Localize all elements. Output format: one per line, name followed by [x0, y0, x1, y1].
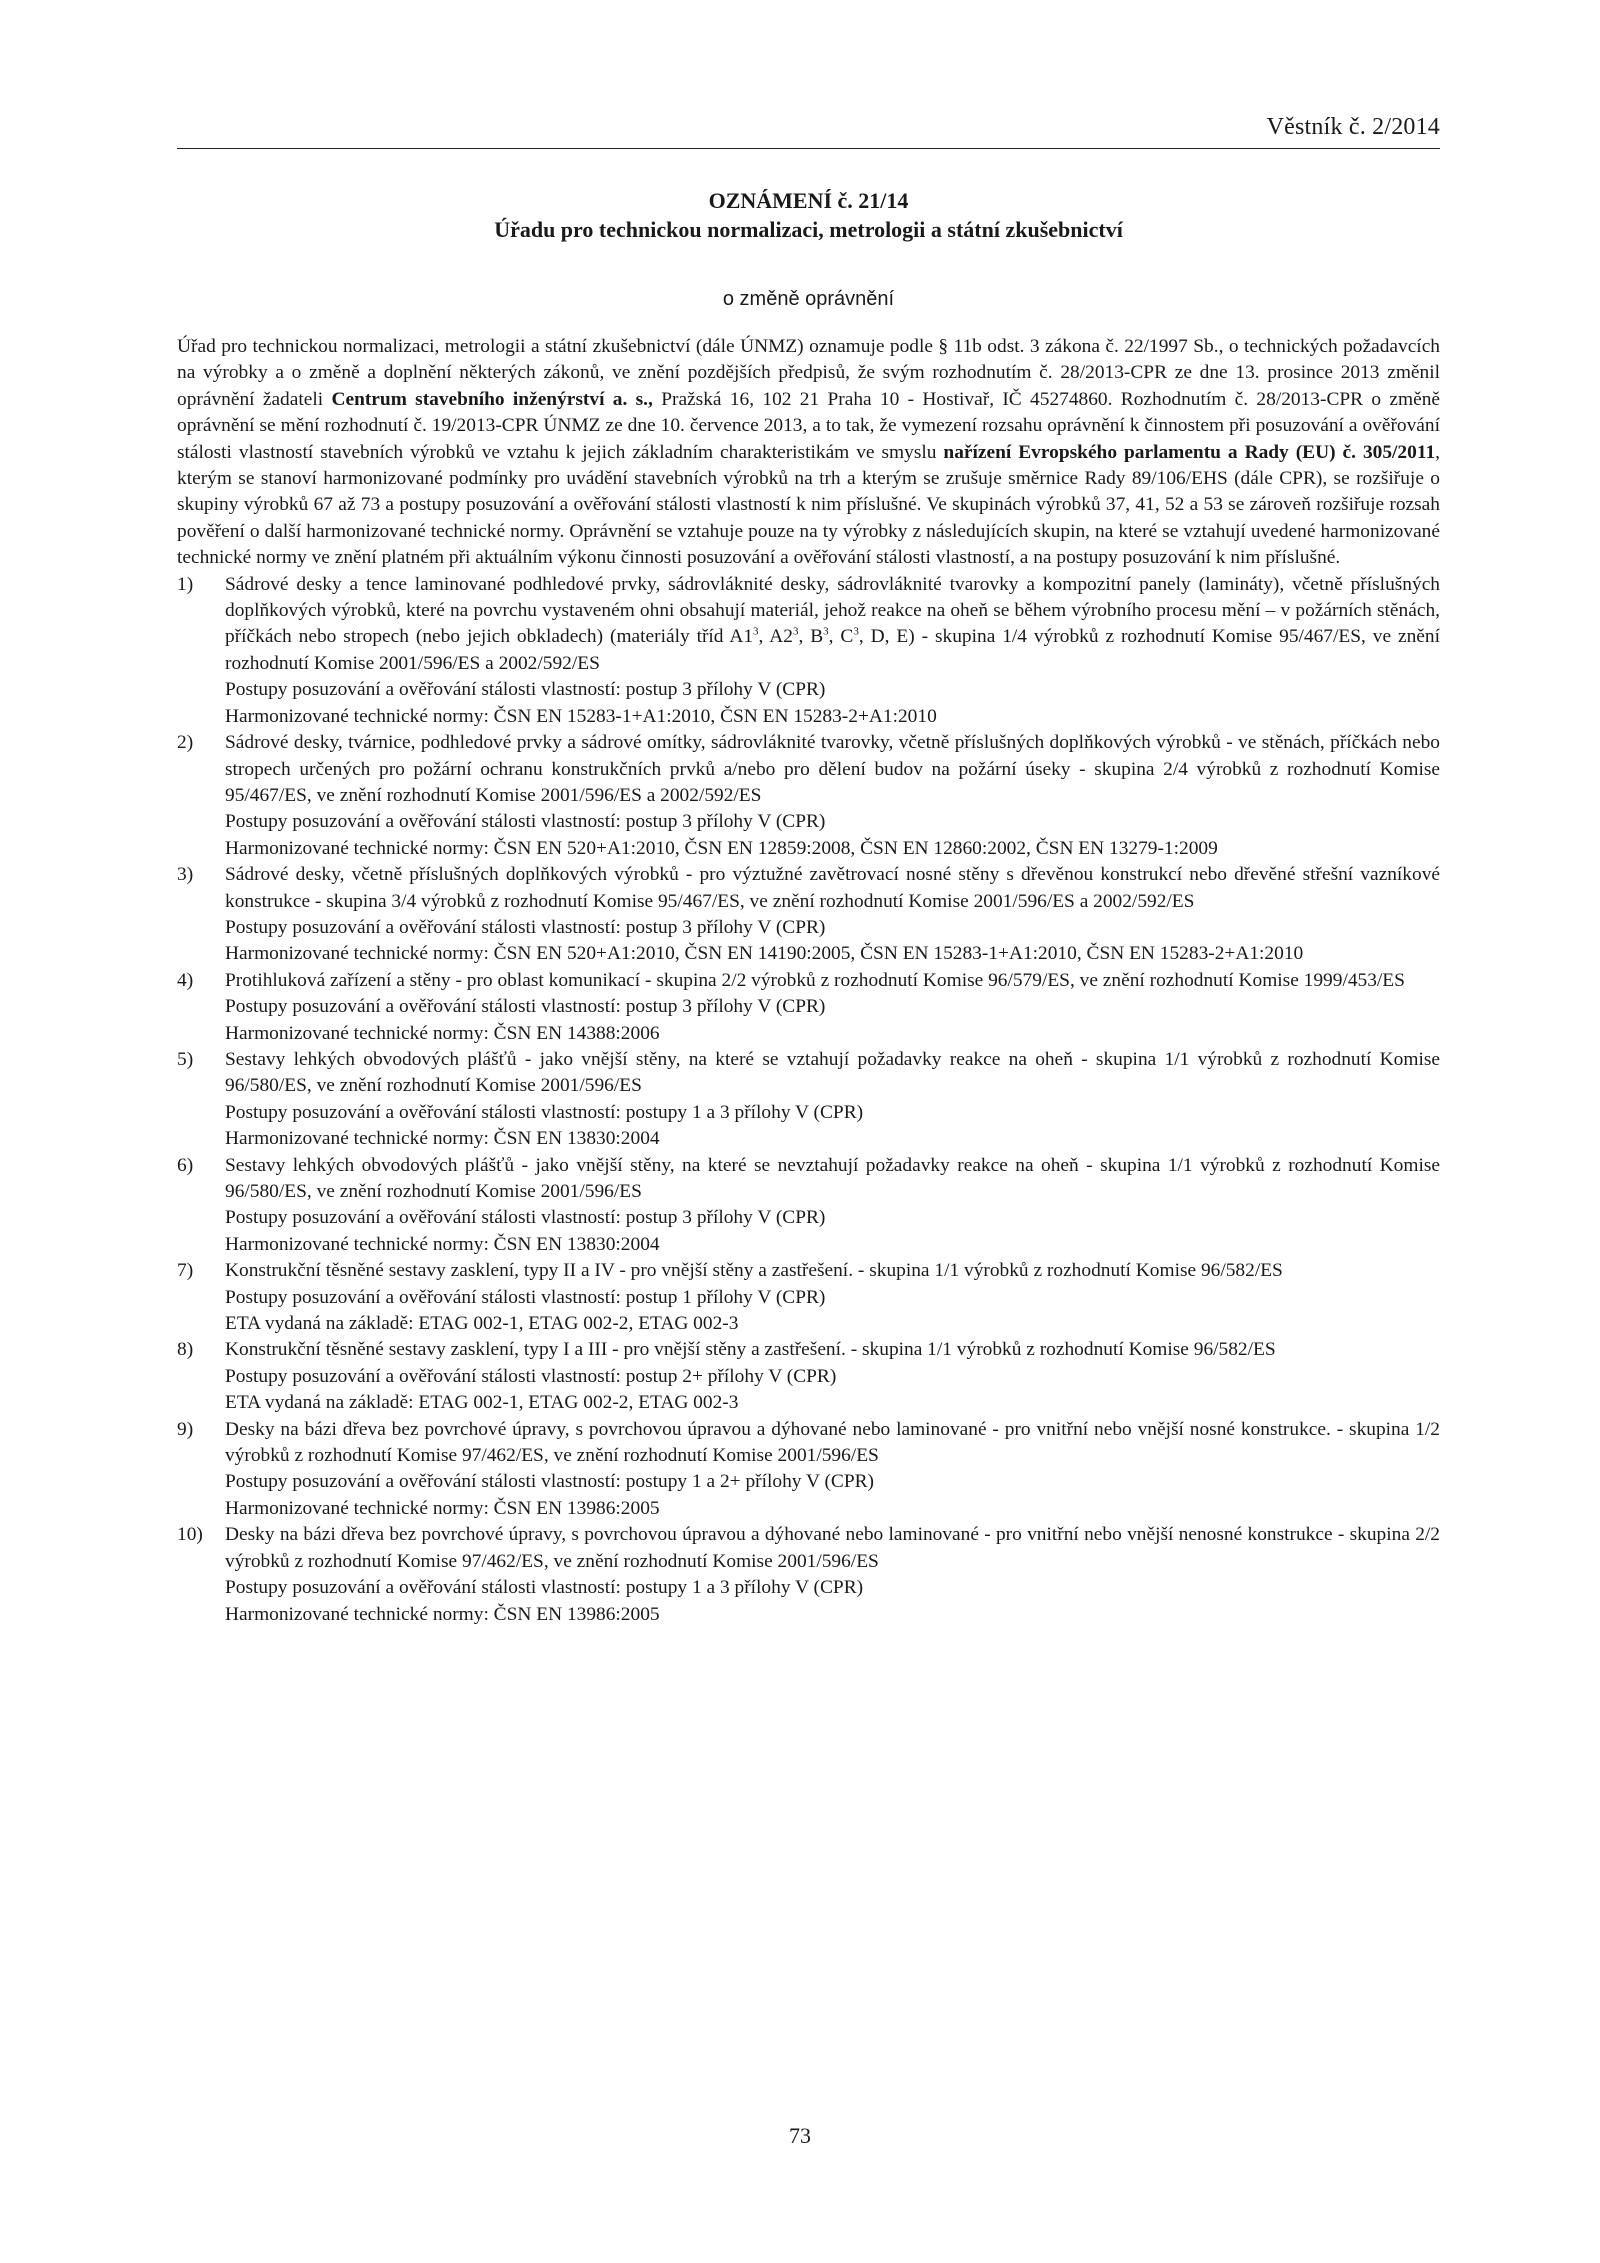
list-item: [177, 968, 1440, 1047]
intro-text-3: , kterým se stanoví harmonizované podmínky pro uvádění stavebních výrobků na trh a kterým se zrušuje směrnice Rady 89/106/EHS (dále CPR), se rozšiřuje o skupiny výrobků 67 až 73 a postupy posuzování a ověřování stálosti vlastností k nim příslušné. Ve skupinách výrobků 37, 41, 52 a 53 se zároveň rozšiřuje rozsah pověření o další harmonizované technické normy. Oprávnění se vztahuje pouze na ty výrobky z následujících skupin, na které se vztahují uvedené harmonizované technické normy ve znění platném při aktuálním výkonu činnosti posuzování a ověřování stálosti vlastností, a na postupy posuzování k nim příslušné.: [177, 441, 1441, 569]
list-item: [177, 730, 1440, 862]
item-description-part: , C: [828, 626, 854, 648]
item-number: 5): [177, 1048, 194, 1070]
item-number: 4): [177, 969, 194, 991]
item-description: Konstrukční těsněné sestavy zasklení, typy II a IV - pro vnější stěny a zastřešení. - skupina 1/1 výrobků z rozhodnutí Komise 96/582/ES: [225, 1260, 1283, 1282]
item-procedure: Postupy posuzování a ověřování stálosti vlastností: postupy 1 a 3 přílohy V (CPR): [225, 1101, 864, 1123]
item-body: [225, 1337, 1440, 1416]
item-procedure: Postupy posuzování a ověřování stálosti vlastností: postup 1 přílohy V (CPR): [225, 1286, 826, 1308]
item-description: Desky na bázi dřeva bez povrchové úpravy, s povrchovou úpravou a dýhované nebo laminované - pro vnitřní nebo vnější nosné konstrukce. - skupina 1/2 výrobků z rozhodnutí Komise 97/462/ES, ve znění rozhodnutí Komise 2001/596/ES: [225, 1418, 1440, 1467]
footnote-mark: 3: [753, 626, 759, 638]
footnote-mark: 3: [853, 626, 859, 638]
item-procedure: Postupy posuzování a ověřování stálosti vlastností: postup 3 přílohy V (CPR): [225, 679, 826, 701]
item-description: Konstrukční těsněné sestavy zasklení, typy I a III - pro vnější stěny a zastřešení. - skupina 1/1 výrobků z rozhodnutí Komise 96/582/ES: [225, 1339, 1276, 1361]
item-procedure: Postupy posuzování a ověřování stálosti vlastností: postup 3 přílohy V (CPR): [225, 811, 826, 833]
item-number: 9): [177, 1418, 194, 1440]
item-description: [225, 572, 1440, 678]
announcement-title: OZNÁMENÍ č. 21/14: [708, 188, 909, 213]
item-description: Desky na bázi dřeva bez povrchové úpravy, s povrchovou úpravou a dýhované nebo laminované - pro vnitřní nebo vnější nenosné konstrukce - skupina 2/2 výrobků z rozhodnutí Komise 97/462/ES, ve znění rozhodnutí Komise 2001/596/ES: [225, 1524, 1440, 1572]
list-item: [177, 1337, 1440, 1416]
item-number: 6): [177, 1154, 194, 1176]
title-block: [177, 186, 1440, 311]
item-body: [225, 572, 1440, 730]
page-number: 73: [789, 2123, 811, 2148]
item-standards: Harmonizované technické normy: ČSN EN 13986:2005: [225, 1603, 660, 1625]
list-item: [177, 1258, 1440, 1337]
item-description-part: Sádrové desky a tence laminované podhledové prvky, sádrovláknité desky, sádrovláknité tvarovky a kompozitní panely (lamináty), včetně příslušných doplňkových výrobků, které na povrchu vystaveném ohni obsahují materiál, jehož reakce na oheň se během výrobního procesu mění – v požárních stěnách, příčkách nebo stropech (nebo jejich obkladech) (materiály tříd A1: [225, 573, 1440, 648]
item-standards: Harmonizované technické normy: ČSN EN 14388:2006: [225, 1022, 660, 1044]
item-procedure: Postupy posuzování a ověřování stálosti vlastností: postup 3 přílohy V (CPR): [225, 996, 826, 1018]
item-procedure: Postupy posuzování a ověřování stálosti vlastností: postupy 1 a 2+ přílohy V (CPR): [225, 1471, 875, 1493]
journal-issue: Věstník č. 2/2014: [1266, 114, 1440, 140]
list-item: [177, 1417, 1440, 1523]
list-item: [177, 862, 1440, 968]
item-body: [225, 730, 1440, 862]
list-item: [177, 1047, 1440, 1153]
list-item: [177, 572, 1440, 730]
item-description: Protihluková zařízení a stěny - pro oblast komunikací - skupina 2/2 výrobků z rozhodnutí Komise 96/579/ES, ve znění rozhodnutí Komise 1999/453/ES: [225, 969, 1405, 991]
intro-paragraph: [177, 334, 1440, 572]
item-number: 10): [177, 1524, 203, 1546]
item-description-part: , A2: [758, 626, 793, 648]
page-header: [177, 112, 1440, 149]
company-name: Centrum stavebního inženýrství a. s.,: [331, 388, 653, 410]
item-standards: Harmonizované technické normy: ČSN EN 520+A1:2010, ČSN EN 12859:2008, ČSN EN 12860:2002, ČSN EN 13279-1:2009: [225, 837, 1218, 859]
item-standards: ETA vydaná na základě: ETAG 002-1, ETAG 002-2, ETAG 002-3: [225, 1392, 739, 1414]
item-procedure: Postupy posuzování a ověřování stálosti vlastností: postup 3 přílohy V (CPR): [225, 916, 826, 938]
item-body: [225, 1417, 1440, 1523]
item-standards: Harmonizované technické normy: ČSN EN 13986:2005: [225, 1497, 660, 1519]
document-body: [177, 334, 1440, 1628]
intro-text-1: Úřad pro technickou normalizaci, metrologii a státní zkušebnictví (dále ÚNMZ) oznamuje podle § 11b odst. 3 zákona č. 22/1997 Sb., o technických požadavcích na výrobky a o změně a doplnění některých zákonů, ve znění pozdějších předpisů, že svým rozhodnutím č. 28/2013-CPR ze dne 13. prosince 2013 změnil oprávnění žadateli: [177, 336, 1440, 410]
regulation-name: nařízení Evropského parlamentu a Rady (EU) č. 305/2011: [943, 441, 1436, 463]
item-number: 7): [177, 1260, 194, 1282]
list-item: [177, 1522, 1440, 1628]
item-description: Sádrové desky, tvárnice, podhledové prvky a sádrové omítky, sádrovláknité tvarovky, včetně příslušných doplňkových výrobků - ve stěnách, příčkách nebo stropech určených pro požární ochranu konstrukčních prvků a/nebo pro dělení budov na požární úseky - skupina 2/4 výrobků z rozhodnutí Komise 95/467/ES, ve znění rozhodnutí Komise 2001/596/ES a 2002/592/ES: [225, 732, 1440, 806]
item-description: Sestavy lehkých obvodových plášťů - jako vnější stěny, na které se nevztahují požadavky reakce na oheň - skupina 1/1 výrobků z rozhodnutí Komise 96/580/ES, ve znění rozhodnutí Komise 2001/596/ES: [225, 1154, 1440, 1202]
item-standards: Harmonizované technické normy: ČSN EN 520+A1:2010, ČSN EN 14190:2005, ČSN EN 15283-1+A1:2010, ČSN EN 15283-2+A1:2010: [225, 943, 1304, 965]
announcement-subject: o změně oprávnění: [722, 288, 895, 310]
item-description-part: , B: [798, 626, 824, 648]
item-number: 8): [177, 1339, 194, 1361]
intro-text-2: Pražská 16, 102 21 Praha 10 - Hostivař, IČ 45274860. Rozhodnutím č. 28/2013-CPR o změně oprávnění se mění rozhodnutí č. 19/2013-CPR ÚNMZ ze dne 10. července 2013, a to tak, že vymezení rozsahu oprávnění k činnostem při posuzování a ověřování stálosti vlastností stavebních výrobků ve vztahu k jejich základním charakteristikám ve smyslu: [177, 388, 1441, 463]
footnote-mark: 3: [823, 626, 829, 638]
item-procedure: Postupy posuzování a ověřování stálosti vlastností: postup 3 přílohy V (CPR): [225, 1207, 826, 1229]
footnote-mark: 3: [792, 626, 799, 638]
item-body: [225, 1047, 1440, 1153]
item-body: [225, 1258, 1440, 1337]
item-body: [225, 862, 1440, 968]
item-procedure: Postupy posuzování a ověřování stálosti vlastností: postupy 1 a 3 přílohy V (CPR): [225, 1577, 864, 1599]
item-body: [225, 1522, 1440, 1628]
item-standards: Harmonizované technické normy: ČSN EN 15283-1+A1:2010, ČSN EN 15283-2+A1:2010: [225, 705, 937, 727]
item-body: [225, 1153, 1440, 1259]
item-procedure: Postupy posuzování a ověřování stálosti vlastností: postup 2+ přílohy V (CPR): [225, 1365, 837, 1387]
item-body: [225, 968, 1440, 1047]
item-standards: Harmonizované technické normy: ČSN EN 13830:2004: [225, 1233, 660, 1255]
item-number: 1): [177, 573, 194, 595]
issuing-authority: Úřadu pro technickou normalizaci, metrologii a státní zkušebnictví: [494, 217, 1123, 242]
item-description-part: , D, E) - skupina 1/4 výrobků z rozhodnutí Komise 95/467/ES, ve znění rozhodnutí Komise 2001/596/ES a 2002/592/ES: [225, 626, 1440, 674]
item-number: 3): [177, 864, 194, 886]
item-description: Sestavy lehkých obvodových plášťů - jako vnější stěny, na které se vztahují požadavky reakce na oheň - skupina 1/1 výrobků z rozhodnutí Komise 96/580/ES, ve znění rozhodnutí Komise 2001/596/ES: [225, 1048, 1440, 1097]
list-item: [177, 1153, 1440, 1259]
item-standards: Harmonizované technické normy: ČSN EN 13830:2004: [225, 1128, 660, 1150]
item-number: 2): [177, 732, 194, 754]
item-standards: ETA vydaná na základě: ETAG 002-1, ETAG 002-2, ETAG 002-3: [225, 1313, 739, 1335]
item-description: Sádrové desky, včetně příslušných doplňkových výrobků - pro výztužné zavětrovací nosné stěny s dřevěnou konstrukcí nebo dřevěné střešní vazníkové konstrukce - skupina 3/4 výrobků z rozhodnutí Komise 95/467/ES, ve znění rozhodnutí Komise 2001/596/ES a 2002/592/ES: [225, 864, 1440, 912]
